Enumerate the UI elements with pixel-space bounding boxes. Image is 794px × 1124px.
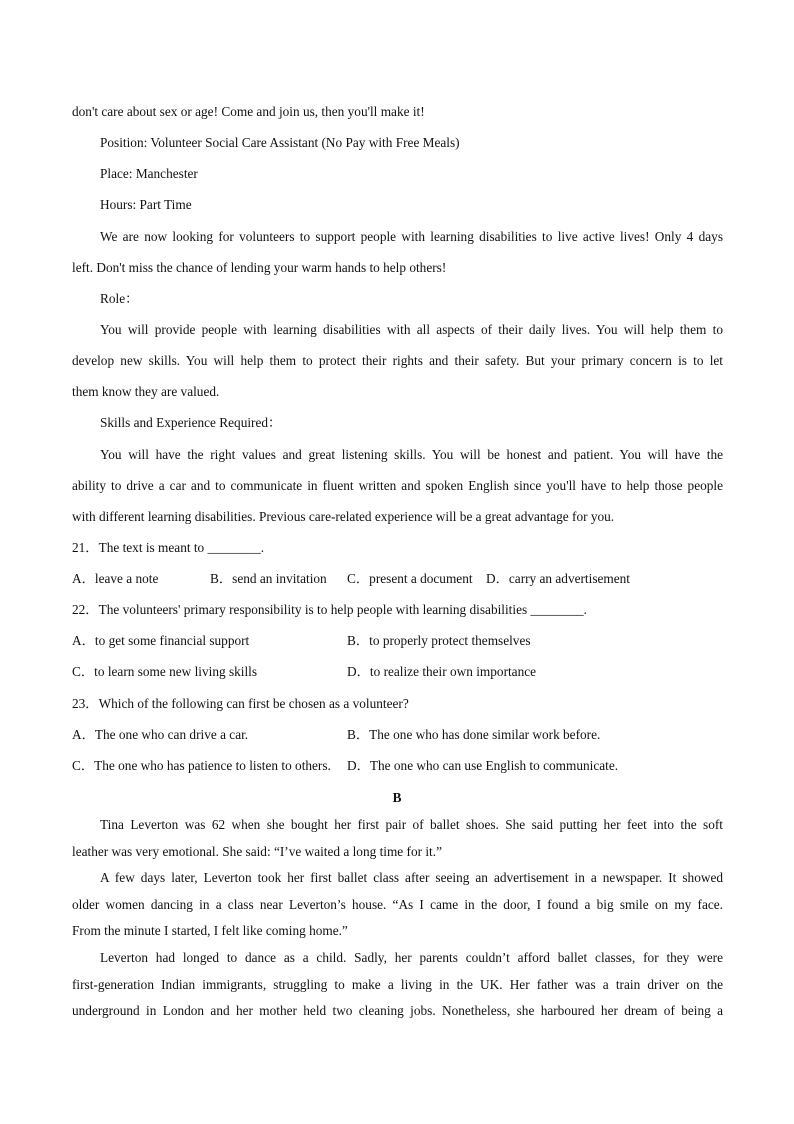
answer-option: C．present a document xyxy=(347,571,473,586)
question-stem: 21．The text is meant to ________. xyxy=(72,540,265,555)
passage-b-line: first-generation Indian immigrants, struggling to make a living in the UK. Her father was a train driver on the xyxy=(72,977,723,992)
answer-option: D．carry an advertisement xyxy=(486,571,630,586)
place-line: Place: Manchester xyxy=(100,166,198,181)
passage-b-line: From the minute I started, I felt like coming home.” xyxy=(72,923,348,938)
skills-paragraph-line: ability to drive a car and to communicate in fluent written and spoken English since you'll have to help those people xyxy=(72,478,723,493)
hours-line: Hours: Part Time xyxy=(100,197,192,212)
answer-option: A．leave a note xyxy=(72,571,159,586)
answer-option: D．to realize their own importance xyxy=(347,664,537,679)
question-stem: 22．The volunteers' primary responsibility is to help people with learning disabilities ________. xyxy=(72,602,587,617)
role-label: Role： xyxy=(100,291,139,306)
answer-option: C．to learn some new living skills xyxy=(72,664,258,679)
question-stem: 23．Which of the following can first be chosen as a volunteer? xyxy=(72,696,409,711)
answer-option: B．The one who has done similar work before. xyxy=(347,727,601,742)
answer-option: C．The one who has patience to listen to others. xyxy=(72,758,331,773)
passage-a-line: don't care about sex or age! Come and join us, then you'll make it! xyxy=(72,104,425,119)
intro-paragraph-line: We are now looking for volunteers to support people with learning disabilities to live active lives! Only 4 days xyxy=(100,229,723,244)
intro-paragraph-line: left. Don't miss the chance of lending your warm hands to help others! xyxy=(72,260,447,275)
skills-paragraph-line: You will have the right values and great listening skills. You will be honest and patient. You will have the xyxy=(100,447,723,462)
skills-label: Skills and Experience Required： xyxy=(100,415,282,430)
answer-option: B．to properly protect themselves xyxy=(347,633,531,648)
role-paragraph-line: You will provide people with learning disabilities with all aspects of their daily lives. You will help them to xyxy=(100,322,723,337)
section-heading: B xyxy=(392,790,402,805)
passage-b-line: underground in London and her mother held two cleaning jobs. Nonetheless, she harboured her dream of being a xyxy=(72,1003,723,1018)
passage-b-line: leather was very emotional. She said: “I’ve waited a long time for it.” xyxy=(72,844,442,859)
passage-b-line: A few days later, Leverton took her first ballet class after seeing an advertisement in a newspaper. It showed xyxy=(100,870,723,885)
answer-option: D．The one who can use English to communicate. xyxy=(347,758,619,773)
role-paragraph-line: them know they are valued. xyxy=(72,384,220,399)
position-line: Position: Volunteer Social Care Assistant (No Pay with Free Meals) xyxy=(100,135,460,150)
passage-b-line: older women dancing in a class near Leverton’s house. “As I came in the door, I found a big smile on my face. xyxy=(72,897,723,912)
passage-b-line: Leverton had longed to dance as a child. Sadly, her parents couldn’t afford ballet classes, for they were xyxy=(100,950,723,965)
passage-b-line: Tina Leverton was 62 when she bought her first pair of ballet shoes. She said putting her feet into the soft xyxy=(100,817,723,832)
answer-option: A．The one who can drive a car. xyxy=(72,727,249,742)
answer-option: B．send an invitation xyxy=(210,571,327,586)
role-paragraph-line: develop new skills. You will help them to protect their rights and their safety. But your primary concern is to let xyxy=(72,353,723,368)
answer-option: A．to get some financial support xyxy=(72,633,250,648)
skills-paragraph-line: with different learning disabilities. Previous care-related experience will be a great advantage for you. xyxy=(72,509,615,524)
